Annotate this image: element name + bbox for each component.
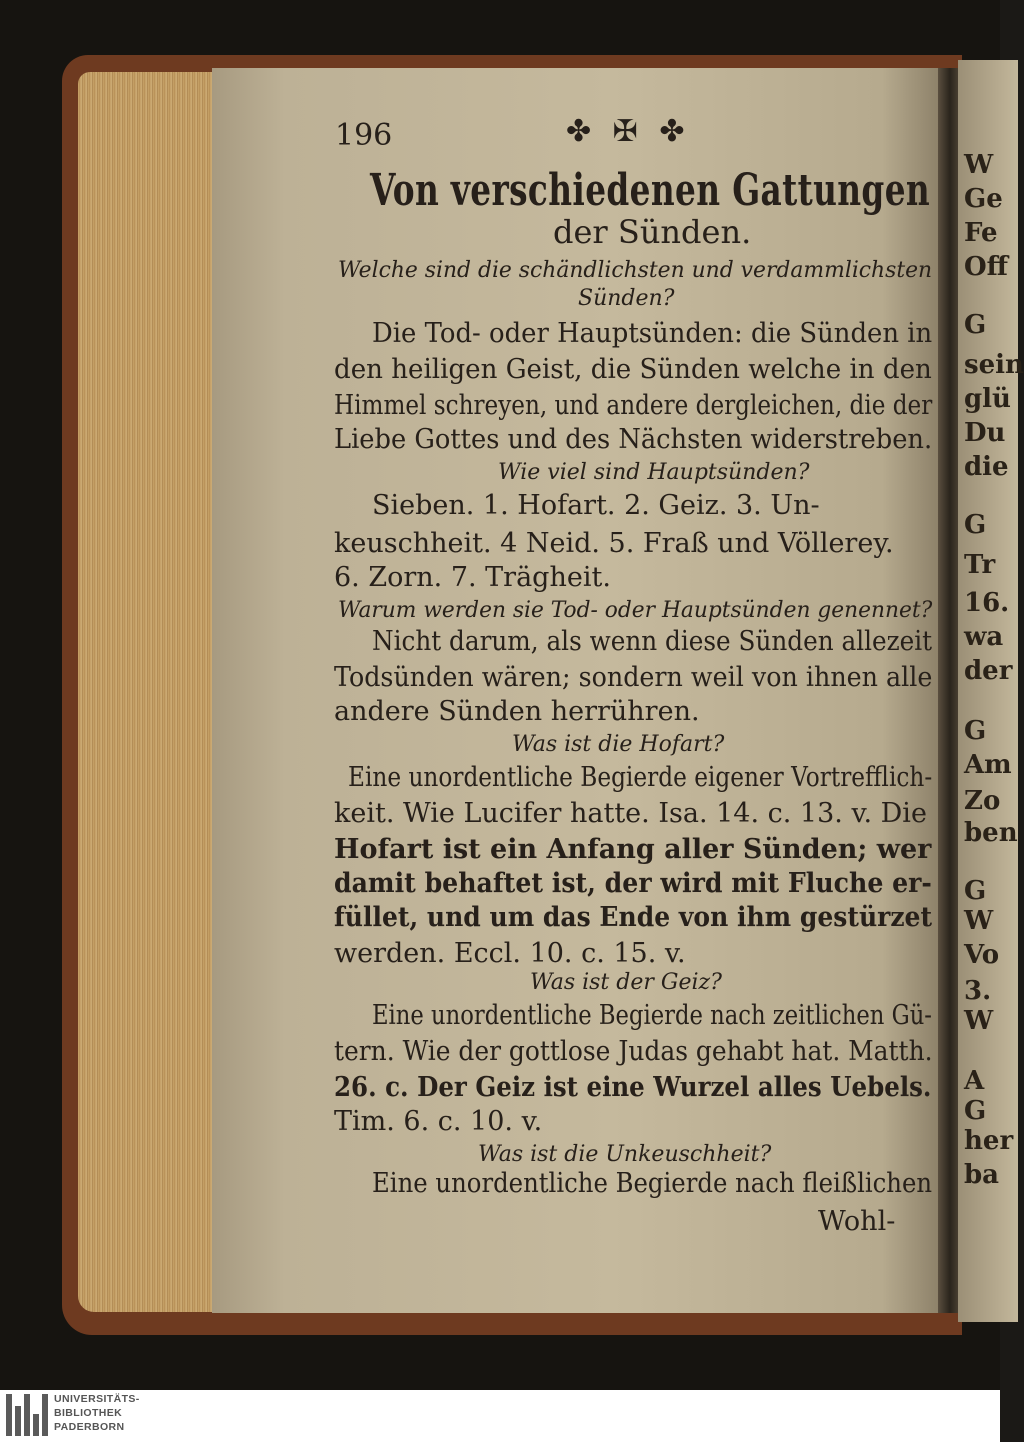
facing-fragment: G [964, 876, 987, 906]
text-line-a6-l1: Eine unordentliche Begierde nach fleißlichen [372, 1168, 933, 1199]
text-line-a1-l2: den heiligen Geist, die Sünden welche in den [334, 354, 932, 385]
text-line-q3-l1: Warum werden sie Tod- oder Hauptsünden genennet? [338, 598, 933, 623]
text-line-a3-l3: andere Sünden herrühren. [334, 696, 700, 727]
text-line-a4-l2: keit. Wie Lucifer hatte. Isa. 14. c. 13. v. Die [334, 798, 927, 829]
facing-fragment: A [964, 1066, 985, 1096]
facing-fragment: ben [964, 818, 1018, 848]
text-line-a5-l3: 26. c. Der Geiz ist eine Wurzel alles Uebels. [334, 1072, 932, 1103]
facing-fragment: sein [964, 350, 1024, 380]
page-number: 196 [335, 118, 393, 153]
text-line-q1-l2: Sünden? [578, 286, 675, 311]
facing-fragment: Ge [964, 184, 1003, 214]
library-name-line2: BIBLIOTHEK [54, 1407, 123, 1419]
text-line-q2-l1: Wie viel sind Hauptsünden? [498, 460, 810, 485]
chapter-subtitle: der Sünden. [553, 213, 752, 251]
text-line-q6-l1: Was ist die Unkeuschheit? [478, 1142, 772, 1167]
facing-fragment: die [964, 452, 1009, 482]
facing-fragment: G [964, 510, 987, 540]
page-edges [78, 72, 226, 1312]
facing-fragment: Zo [964, 786, 1001, 816]
text-line-a5-l2: tern. Wie der gottlose Judas gehabt hat. Matth. [334, 1036, 933, 1067]
library-logo-icon [6, 1394, 48, 1436]
text-line-a4-l3: Hofart ist ein Anfang aller Sünden; wer [334, 834, 932, 865]
ornament-glyphs: ✤ ✠ ✤ [566, 114, 691, 149]
facing-fragment: G [964, 716, 987, 746]
text-line-a5-l1: Eine unordentliche Begierde nach zeitlichen Gü- [372, 1000, 932, 1031]
facing-fragment: W [964, 1006, 994, 1036]
text-line-q4-l1: Was ist die Hofart? [512, 732, 725, 757]
facing-fragment: glü [964, 384, 1011, 414]
facing-fragment: ba [964, 1160, 1000, 1190]
text-line-a5-l4: Tim. 6. c. 10. v. [334, 1106, 543, 1137]
facing-fragment: G [964, 310, 987, 340]
chapter-title: Von verschiedenen Gattungen [370, 165, 931, 216]
text-line-a2-l3: 6. Zorn. 7. Trägheit. [334, 562, 611, 593]
facing-page [958, 60, 1024, 1322]
facing-fragment: Fe [964, 218, 998, 248]
text-line-q1-l1: Welche sind die schändlichsten und verdammlichsten [338, 258, 933, 283]
library-name [54, 1392, 140, 1434]
facing-fragment: W [964, 906, 994, 936]
text-line-a4-l1: Eine unordentliche Begierde eigener Vortrefflich- [348, 762, 933, 793]
facing-fragment: her [964, 1126, 1014, 1156]
facing-fragment: Du [964, 418, 1006, 448]
library-name-line1: UNIVERSITÄTS- [54, 1393, 140, 1405]
text-line-a6-l2: Wohl- [818, 1206, 896, 1237]
facing-fragment: 16. [964, 588, 1010, 618]
facing-fragment: wa [964, 622, 1004, 652]
institution-footer [0, 1390, 1000, 1442]
library-name-line3: PADERBORN [54, 1421, 125, 1433]
facing-fragment: W [964, 150, 994, 180]
text-line-a2-l2: keuschheit. 4 Neid. 5. Fraß und Völlerey. [334, 528, 894, 559]
facing-fragment: Tr [964, 550, 996, 580]
text-line-a1-l4: Liebe Gottes und des Nächsten widerstreben. [334, 424, 933, 455]
text-line-a1-l1: Die Tod- oder Hauptsünden: die Sünden in [372, 318, 933, 349]
facing-fragment: 3. [964, 976, 992, 1006]
facing-fragment: der [964, 656, 1013, 686]
text-line-a4-l4: damit behaftet ist, der wird mit Fluche er- [334, 868, 932, 899]
facing-fragment: Vo [964, 940, 1000, 970]
text-line-a4-l6: werden. Eccl. 10. c. 15. v. [334, 938, 686, 969]
text-line-q5-l1: Was ist der Geiz? [530, 970, 722, 995]
facing-fragment: Am [964, 750, 1012, 780]
text-line-a4-l5: füllet, und um das Ende von ihm gestürzet [334, 902, 933, 933]
facing-fragment: Off [964, 252, 1008, 282]
text-line-a3-l1: Nicht darum, als wenn diese Sünden allezeit [372, 626, 933, 657]
facing-fragment: G [964, 1096, 987, 1126]
text-line-a1-l3: Himmel schreyen, und andere dergleichen, die der [334, 390, 933, 421]
text-line-a2-l1: Sieben. 1. Hofart. 2. Geiz. 3. Un- [372, 490, 820, 521]
text-line-a3-l2: Todsünden wären; sondern weil von ihnen alle [334, 662, 933, 693]
